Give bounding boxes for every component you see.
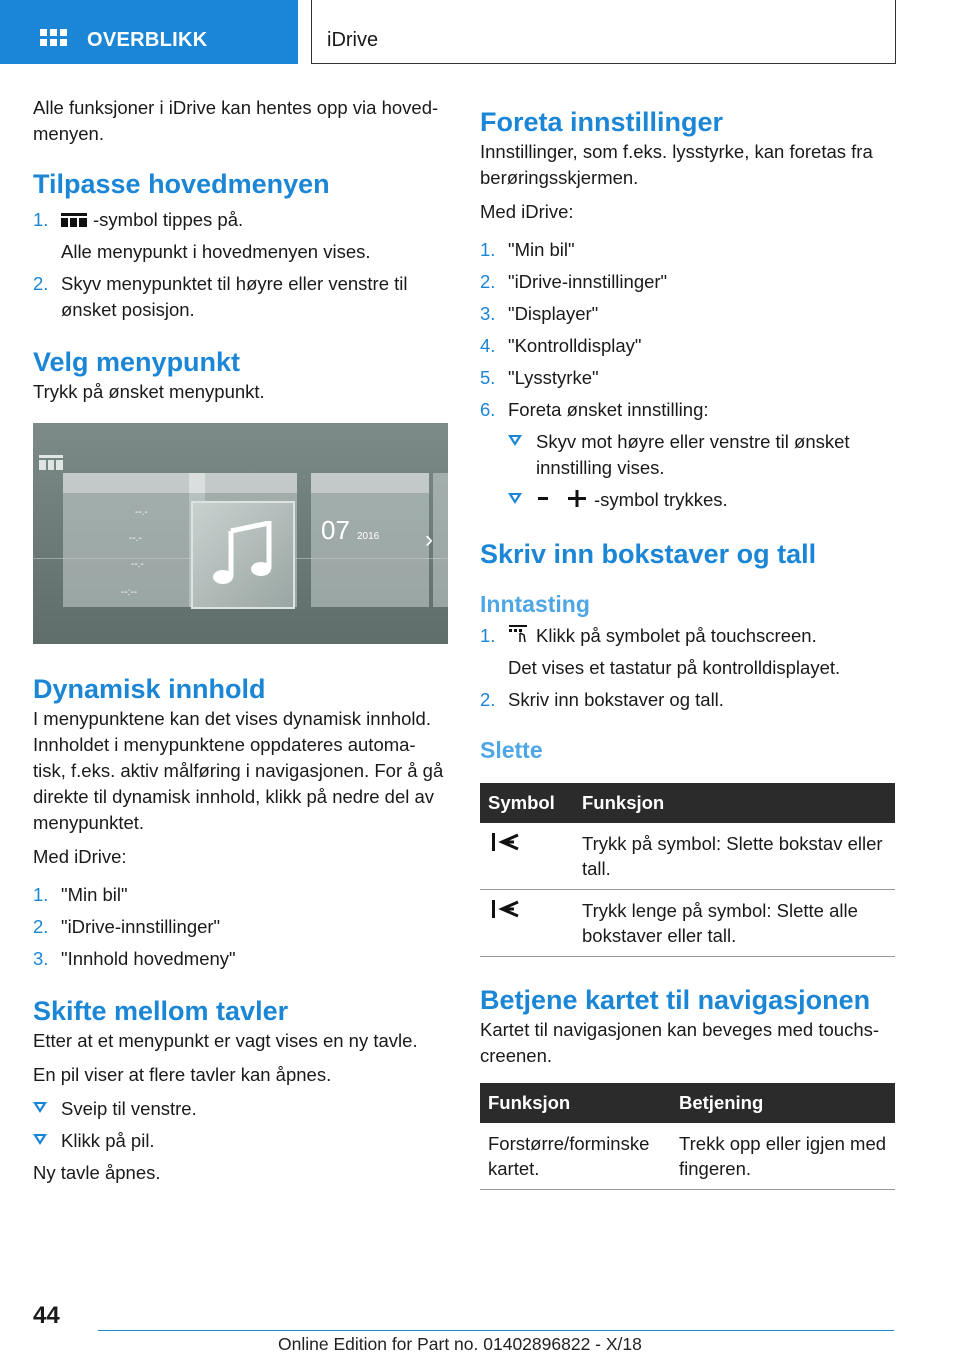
betjene-table [480, 1083, 895, 1190]
list-item: 3. "Displayer" [480, 303, 599, 324]
heading-velg: Velg menypunkt [33, 347, 241, 377]
skifte-p1: Etter at et menypunkt er vagt vises en ny tavle. [33, 1030, 418, 1051]
triangle-bullet-icon [33, 1134, 47, 1145]
list-item: 2. Skyv menypunktet til høyre eller venstre til ønsket posisjon. [33, 273, 408, 320]
heading-dynamisk: Dynamisk innhold [33, 674, 266, 704]
heading-tilpasse: Tilpasse hovedmenyen [33, 169, 330, 199]
heading-inntasting: Inntasting [480, 591, 590, 617]
list-item: 6. Foreta ønsket innstilling: [480, 399, 709, 420]
idrive-screen-image [33, 423, 448, 644]
bullet-item: Sveip til venstre. [33, 1096, 448, 1122]
table-header: Funksjon [480, 1083, 671, 1123]
list-item: 1. Klikk på symbolet på touchscreen. [480, 625, 817, 646]
table-row: Forstørre/forminske kartet. Trekk opp eller igjen med fingeren. [480, 1123, 895, 1190]
minus-plus-icon [536, 490, 590, 508]
intro-text: Alle funksjoner i iDrive kan hentes opp via hoved-menyen. [33, 97, 439, 144]
heading-foreta: Foreta innstillinger [480, 107, 724, 137]
triangle-bullet-icon [33, 1102, 47, 1113]
bullet-item: -symbol trykkes. [508, 487, 895, 513]
table-row: Trykk på symbol: Slette bokstav eller tall. [480, 823, 895, 890]
heading-skifte: Skifte mellom tavler [33, 996, 289, 1026]
keyboard-touch-icon [508, 624, 530, 644]
list-item: 2. "iDrive-innstillinger" [480, 271, 668, 292]
bullet-item: Skyv mot høyre eller venstre til ønsket innstilling vises. [508, 429, 895, 481]
list-item: 5. "Lysstyrke" [480, 367, 599, 388]
list-item: 2. Skriv inn bokstaver og tall. [480, 689, 724, 710]
table-header: Funksjon [574, 783, 895, 823]
footer-edition: Online Edition for Part no. 01402896822 - X/18 [278, 1334, 642, 1354]
music-note-icon [191, 501, 295, 609]
menu-card-time: 07 2016 [311, 473, 429, 607]
chapter-title: iDrive [327, 29, 379, 51]
backspace-icon [488, 831, 522, 853]
table-row: Trykk lenge på symbol: Slette alle bokstaver eller tall. [480, 890, 895, 957]
menu-card-next [433, 473, 448, 607]
dynamisk-text: I menypunktene kan det vises dynamisk innhold. Innholdet i menypunktene oppdateres automa-tisk, f.eks. aktiv målføring i navigasjonen. For å gå direkte til dynamisk innhold, klikk på nedre del av menypunktet. [33, 708, 444, 833]
bullet-item: Klikk på pil. [33, 1128, 448, 1154]
betjene-text: Kartet til navigasjonen kan beveges med touchs-creenen. [480, 1019, 880, 1066]
velg-text: Trykk på ønsket menypunkt. [33, 381, 265, 402]
med-idrive: Med iDrive: [33, 846, 127, 867]
backspace-icon [488, 898, 522, 920]
heading-skriv: Skriv inn bokstaver og tall [480, 539, 817, 569]
list-item: 2. "iDrive-innstillinger" [33, 916, 221, 937]
table-header: Symbol [480, 783, 574, 823]
left-column [33, 95, 448, 1186]
foreta-text: Innstillinger, som f.eks. lysstyrke, kan foretas fra berøringsskjermen. [480, 141, 873, 188]
heading-slette: Slette [480, 737, 543, 763]
list-item: 3. "Innhold hovedmeny" [33, 948, 236, 969]
menu-card-car: --.- --.- --.- --:-- [63, 473, 205, 607]
footer-divider [98, 1330, 894, 1331]
section-label: OVERBLIKK [87, 29, 208, 51]
list-item-sub: Alle menypunkt i hovedmenyen vises. [61, 241, 371, 262]
menu-symbol-icon [61, 213, 87, 227]
chevron-right-icon[interactable]: › [425, 526, 433, 553]
right-column [480, 105, 895, 1190]
list-item: 1. -symbol tippes på. [33, 209, 244, 230]
section-tab[interactable] [0, 0, 298, 64]
skifte-p2: En pil viser at flere tavler kan åpnes. [33, 1064, 332, 1085]
chapter-title-box [311, 0, 896, 64]
list-item-sub: Det vises et tastatur på kontrolldisplayet. [508, 657, 841, 678]
menu-symbol-icon [39, 455, 63, 471]
page-number: 44 [33, 1302, 60, 1329]
triangle-bullet-icon [508, 493, 522, 504]
heading-betjene: Betjene kartet til navigasjonen [480, 985, 871, 1015]
grid-menu-icon [40, 29, 68, 51]
triangle-bullet-icon [508, 435, 522, 446]
list-item: 1. "Min bil" [33, 884, 128, 905]
med-idrive: Med iDrive: [480, 201, 574, 222]
list-item: 1. "Min bil" [480, 239, 575, 260]
table-header: Betjening [671, 1083, 895, 1123]
list-item: 4. "Kontrolldisplay" [480, 335, 642, 356]
slette-table [480, 783, 895, 957]
skifte-end: Ny tavle åpnes. [33, 1162, 161, 1183]
